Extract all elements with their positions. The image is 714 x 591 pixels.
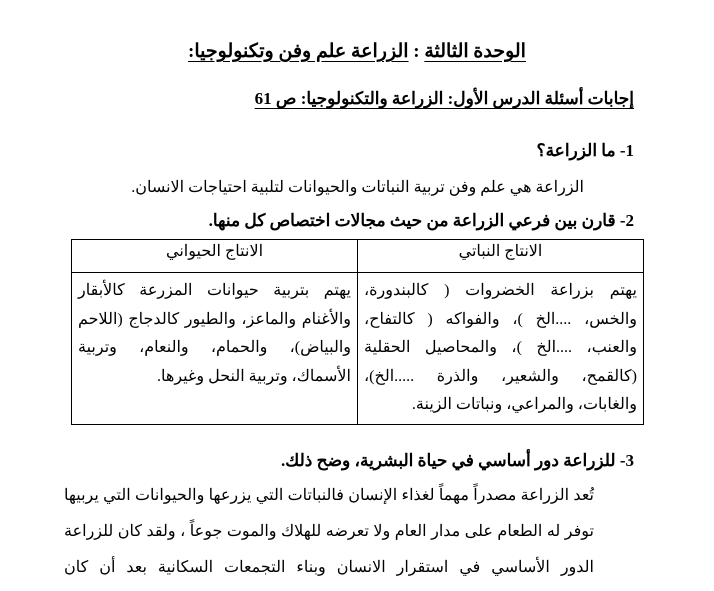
answer-1: الزراعة هي علم وفن تربية النباتات والحيوانات لتلبية احتياجات الانسان. xyxy=(131,179,584,196)
title-unit: الوحدة الثالثة xyxy=(424,41,526,62)
title-topic: الزراعة علم وفن وتكنولوجيا: xyxy=(188,41,409,62)
comparison-table xyxy=(71,239,644,425)
header-animal-production: الانتاج الحيواني xyxy=(72,240,358,273)
question-3: 3- للزراعة دور أساسي في حياة البشرية، وضح ذلك. xyxy=(281,451,634,470)
page-title xyxy=(0,40,714,63)
cell-plant-production: يهتم بزراعة الخضروات ( كالبندورة، والخس، ....الخ )، والفواكه ( كالتفاح، والعنب، ....الخ )، والمحاصيل الحقلية (كالقمح، والشعير، والذرة .....الخ)، والغابات، والمراعي، ونباتات الزينة. xyxy=(358,273,644,425)
answer-3: تُعد الزراعة مصدراً مهماً لغذاء الإنسان فالنباتات التي يزرعها والحيوانات التي يربيها توفر له الطعام على مدار العام ولا تعرضه للهلاك والموت جوعاً ، ولقد كان للزراعة الدور الأساسي في استقرار الانسان وبناء التجمعات السكانية بعد أن كان xyxy=(64,487,594,576)
header-plant-production: الانتاج النباتي xyxy=(358,240,644,273)
cell-animal-production: يهتم بتربية حيوانات المزرعة كالأبقار والأغنام والماعز، والطيور كالدجاج (اللاحم والبياض)، والحمام، والنعام، وتربية الأسماك، وتربية النحل وغيرها. xyxy=(72,273,358,425)
table-row xyxy=(72,273,644,425)
title-separator: : xyxy=(408,41,425,62)
lesson-subtitle: إجابات أسئلة الدرس الأول: الزراعة والتكنولوجيا: ص 61 xyxy=(254,89,634,108)
table-header-row xyxy=(72,240,644,273)
question-2: 2- قارن بين فرعي الزراعة من حيث مجالات اختصاص كل منها. xyxy=(208,211,634,230)
question-1: 1- ما الزراعة؟ xyxy=(536,141,634,160)
